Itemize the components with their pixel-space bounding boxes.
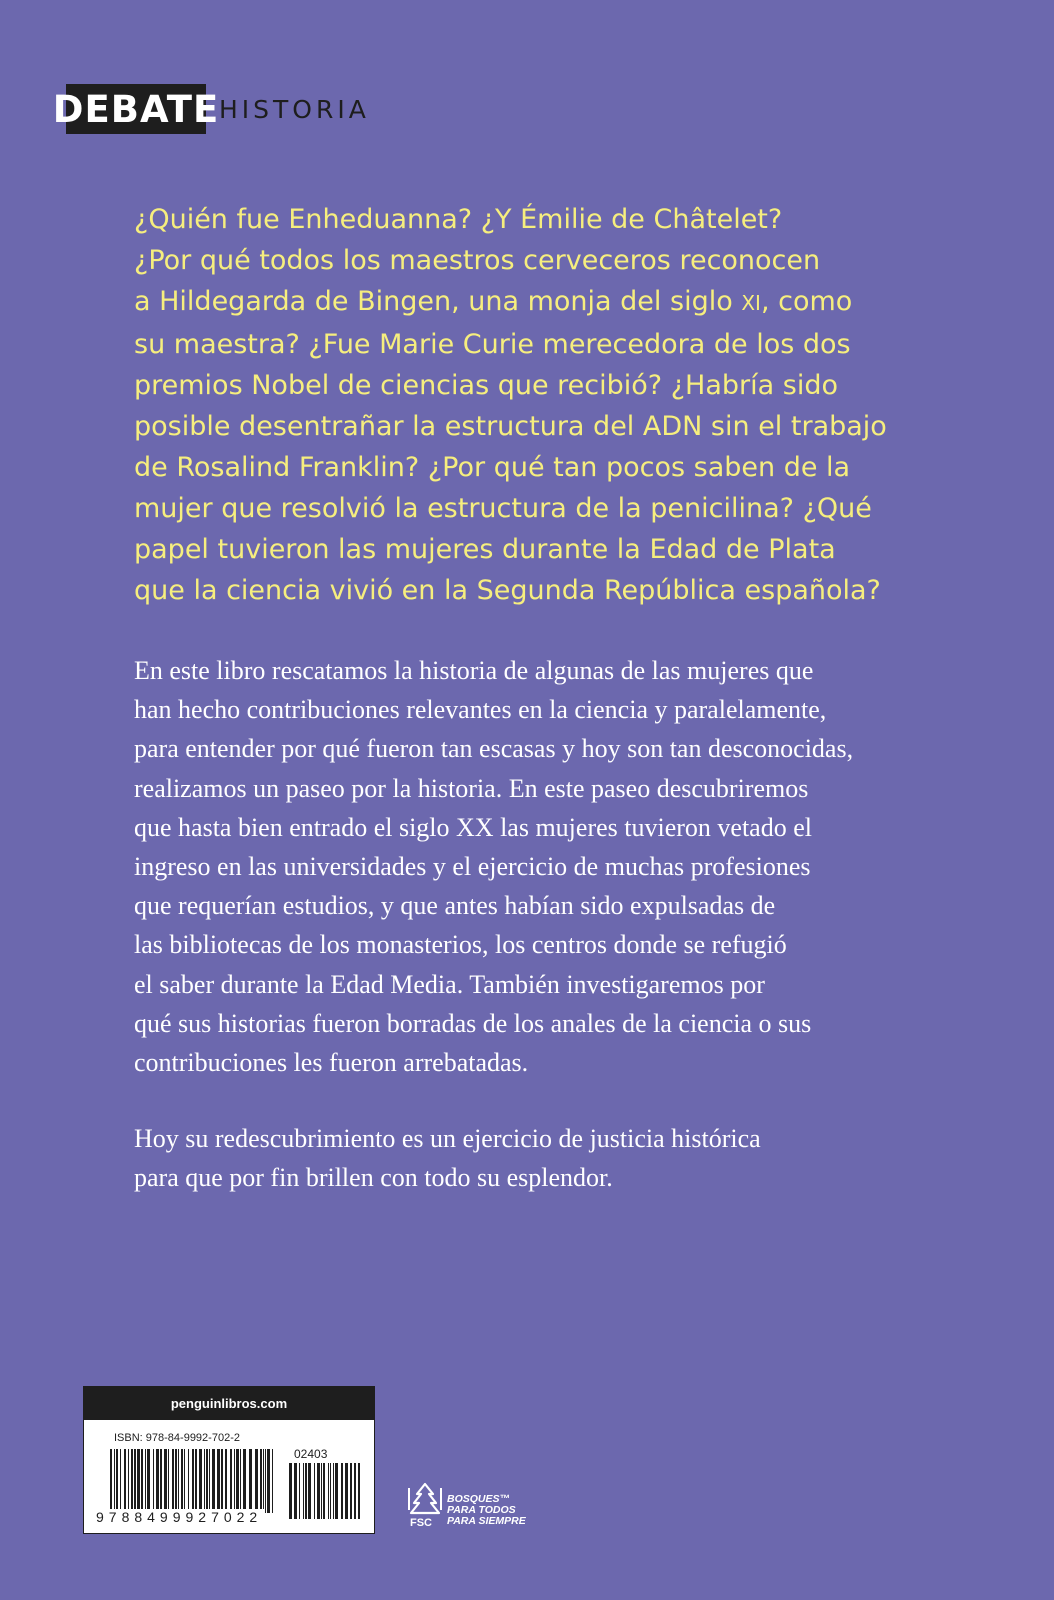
barcode-bars-icon (110, 1449, 274, 1513)
ean-digits: 9788499927022 (96, 1509, 263, 1525)
publisher-imprint: DEBATE (66, 84, 206, 134)
question-line: ¿Por qué todos los maestros cerveceros reconocen (134, 245, 821, 276)
barcode-addon-bars-icon (289, 1463, 361, 1519)
questions-block (134, 199, 924, 611)
question-line: mujer que resolvió la estructura de la penicilina? ¿Qué (134, 493, 872, 524)
synopsis-line: qué sus historias fueron borradas de los anales de la ciencia o sus (134, 1008, 812, 1038)
fsc-slogan (447, 1494, 526, 1527)
question-line: que la ciencia vivió en la Segunda República española? (134, 575, 881, 606)
fsc-slogan-line: PARA TODOS (447, 1504, 516, 1516)
question-line-text: a Hildegarda de Bingen, una monja del siglo (134, 286, 742, 317)
publisher-logo (52, 84, 370, 134)
question-line: posible desentrañar la estructura del ADN sin el trabajo (134, 411, 887, 442)
barcode-panel (83, 1386, 375, 1534)
synopsis-line: las bibliotecas de los monasterios, los centros donde se refugió (134, 930, 787, 960)
question-line: premios Nobel de ciencias que recibió? ¿Habría sido (134, 370, 838, 401)
synopsis-line: contribuciones les fueron arrebatadas. (134, 1048, 529, 1078)
isbn-label: ISBN: 978-84-9992-702-2 (114, 1432, 240, 1444)
synopsis-line: realizamos un paseo por la historia. En este paseo descubriremos (134, 773, 809, 803)
question-line: papel tuvieron las mujeres durante la Edad de Plata (134, 534, 836, 565)
synopsis-line: para entender por qué fueron tan escasas y hoy son tan desconocidas, (134, 734, 854, 764)
closing-line: para que por fin brillen con todo su esplendor. (134, 1163, 613, 1193)
question-line: su maestra? ¿Fue Marie Curie merecedora de los dos (134, 329, 851, 360)
synopsis-line: que requerían estudios, y que antes habían sido expulsadas de (134, 891, 776, 921)
collection-name: HISTORIA (219, 94, 370, 124)
question-line: de Rosalind Franklin? ¿Por qué tan pocos saben de la (134, 452, 851, 483)
synopsis-line: el saber durante la Edad Media. También investigaremos por (134, 969, 765, 999)
question-line-tail: , como (760, 286, 853, 317)
website-label: penguinlibros.com (84, 1387, 374, 1420)
synopsis-line: han hecho contribuciones relevantes en la ciencia y paralelamente, (134, 695, 827, 725)
roman-century: XI (741, 291, 761, 315)
synopsis-line: ingreso en las universidades y el ejercicio de muchas profesiones (134, 852, 811, 882)
fsc-slogan-line: BOSQUES™ (447, 1493, 511, 1505)
fsc-abbr: FSC (410, 1517, 432, 1529)
fsc-slogan-line: PARA SIEMPRE (447, 1515, 526, 1527)
closing-paragraph (134, 1119, 964, 1197)
synopsis-paragraph (134, 651, 964, 1082)
synopsis-line: En este libro rescatamos la historia de algunas de las mujeres que (134, 656, 814, 685)
closing-line: Hoy su redescubrimiento es un ejercicio de justicia histórica (134, 1124, 761, 1153)
price-code: 02403 (294, 1447, 328, 1461)
question-line (134, 281, 924, 324)
question-line: ¿Quién fue Enheduanna? ¿Y Émilie de Châtelet? (134, 204, 783, 235)
fsc-logo (405, 1480, 555, 1530)
synopsis-line: que hasta bien entrado el siglo XX las mujeres tuvieron vetado el (134, 812, 812, 842)
